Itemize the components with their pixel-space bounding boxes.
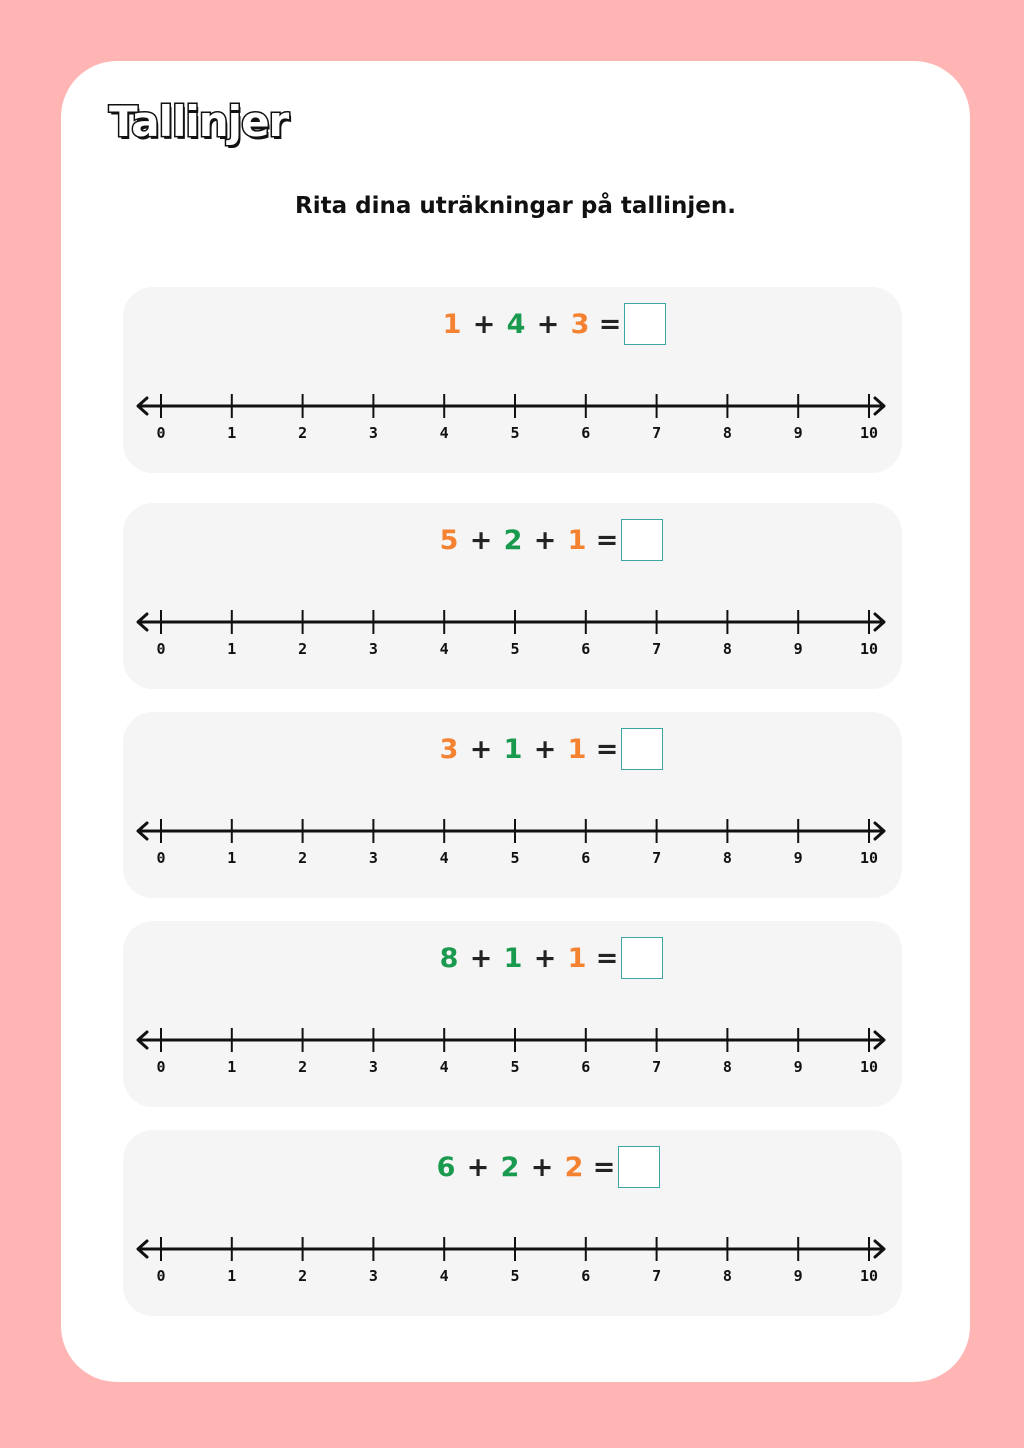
equation [432,728,663,770]
addend: 8 [439,942,459,974]
tick-label: 3 [368,1267,378,1285]
plus-sign: + [533,524,557,556]
tick-label: 10 [859,1267,879,1285]
tick-label: 10 [859,849,879,867]
addend: 6 [436,1151,456,1183]
number-line [123,1017,902,1077]
addend: 2 [500,1151,520,1183]
addend: 1 [567,942,587,974]
tick-label: 1 [227,640,237,658]
tick-label: 7 [652,1058,662,1076]
answer-box[interactable] [621,519,663,561]
tick-label: 4 [439,640,449,658]
equals-sign: = [595,942,619,974]
number-line [123,383,902,443]
equals-sign: = [592,1151,616,1183]
exercise-card [123,1130,902,1316]
page-title: Tallinjer [109,97,289,146]
exercise-card [123,503,902,689]
tick-label: 0 [156,640,166,658]
tick-label: 10 [859,640,879,658]
plus-sign: + [536,308,560,340]
tick-label: 7 [652,424,662,442]
tick-label: 4 [439,849,449,867]
tick-label: 4 [439,1267,449,1285]
answer-box[interactable] [621,937,663,979]
addend: 4 [506,308,526,340]
equation [432,937,663,979]
plus-sign: + [530,1151,554,1183]
tick-label: 7 [652,640,662,658]
exercise-card [123,287,902,473]
addend: 1 [442,308,462,340]
plus-sign: + [469,524,493,556]
tick-label: 6 [581,1267,591,1285]
tick-label: 8 [722,640,732,658]
equation [429,1146,660,1188]
addend: 1 [503,733,523,765]
number-line [123,808,902,868]
addend: 1 [567,524,587,556]
plus-sign: + [469,733,493,765]
number-line [123,1226,902,1286]
tick-label: 8 [722,849,732,867]
tick-label: 8 [722,1267,732,1285]
tick-label: 9 [793,849,803,867]
tick-label: 9 [793,424,803,442]
plus-sign: + [472,308,496,340]
tick-label: 8 [722,1058,732,1076]
tick-label: 4 [439,1058,449,1076]
tick-label: 0 [156,424,166,442]
tick-label: 0 [156,1267,166,1285]
tick-label: 7 [652,849,662,867]
tick-label: 5 [510,424,520,442]
addend: 3 [570,308,590,340]
tick-label: 2 [298,424,308,442]
equals-sign: = [598,308,622,340]
addend: 1 [503,942,523,974]
tick-label: 3 [368,424,378,442]
tick-label: 2 [298,1058,308,1076]
tick-label: 5 [510,849,520,867]
addend: 2 [564,1151,584,1183]
equation [432,519,663,561]
tick-label: 1 [227,849,237,867]
plus-sign: + [466,1151,490,1183]
equals-sign: = [595,733,619,765]
equation [435,303,666,345]
tick-label: 7 [652,1267,662,1285]
answer-box[interactable] [621,728,663,770]
tick-label: 9 [793,1267,803,1285]
answer-box[interactable] [624,303,666,345]
instruction-text: Rita dina uträkningar på tallinjen. [295,193,736,219]
tick-label: 3 [368,640,378,658]
addend: 3 [439,733,459,765]
number-line [123,599,902,659]
tick-label: 6 [581,640,591,658]
tick-label: 0 [156,849,166,867]
addend: 5 [439,524,459,556]
tick-label: 6 [581,1058,591,1076]
tick-label: 3 [368,849,378,867]
answer-box[interactable] [618,1146,660,1188]
tick-label: 1 [227,424,237,442]
worksheet [61,61,970,1382]
tick-label: 10 [859,424,879,442]
tick-label: 10 [859,1058,879,1076]
plus-sign: + [533,733,557,765]
addend: 1 [567,733,587,765]
tick-label: 2 [298,1267,308,1285]
tick-label: 9 [793,1058,803,1076]
tick-label: 6 [581,424,591,442]
tick-label: 5 [510,1058,520,1076]
tick-label: 5 [510,640,520,658]
plus-sign: + [469,942,493,974]
tick-label: 6 [581,849,591,867]
tick-label: 3 [368,1058,378,1076]
addend: 2 [503,524,523,556]
plus-sign: + [533,942,557,974]
exercise-card [123,921,902,1107]
equals-sign: = [595,524,619,556]
tick-label: 8 [722,424,732,442]
tick-label: 9 [793,640,803,658]
tick-label: 4 [439,424,449,442]
exercise-card [123,712,902,898]
tick-label: 5 [510,1267,520,1285]
tick-label: 1 [227,1267,237,1285]
tick-label: 2 [298,640,308,658]
tick-label: 1 [227,1058,237,1076]
tick-label: 0 [156,1058,166,1076]
tick-label: 2 [298,849,308,867]
